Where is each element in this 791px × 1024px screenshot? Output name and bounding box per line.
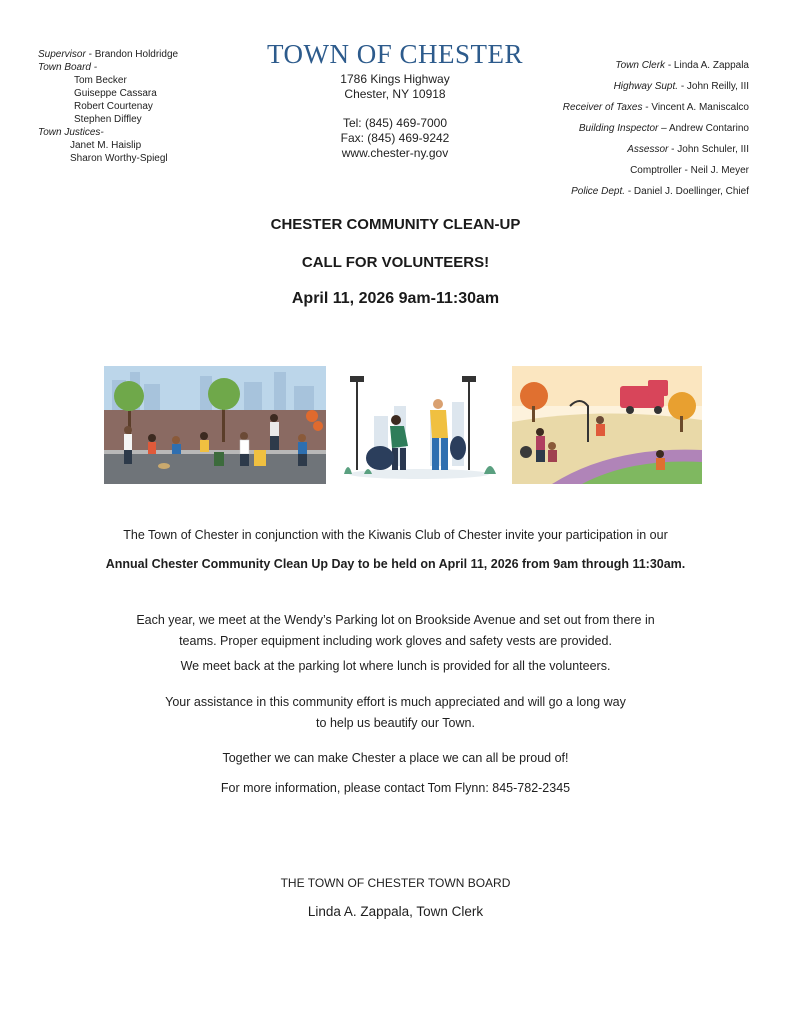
paragraph-line: teams. Proper equipment including work gloves and safety vests are provided.	[179, 634, 612, 648]
official-role: Receiver of Taxes	[562, 102, 643, 113]
address-line-2: Chester, NY 10918	[344, 87, 446, 101]
official-name: - Linda A. Zappala	[665, 60, 749, 71]
town-title: TOWN OF CHESTER	[266, 39, 523, 69]
paragraph-line: Each year, we meet at the Wendy’s Parking lot on Brookside Avenue and set out from there in	[136, 613, 655, 627]
official-entry	[489, 97, 749, 118]
meeting-location-paragraph	[60, 610, 731, 652]
official-role: Town Clerk	[615, 60, 666, 71]
official-name: - John Reilly, III	[678, 81, 749, 92]
official-role: Police Dept.	[571, 186, 626, 197]
board-member: Tom Becker	[74, 75, 127, 86]
town-board-label: Town Board -	[38, 62, 98, 73]
official-role: Assessor	[627, 144, 669, 155]
event-title: CHESTER COMMUNITY CLEAN-UP	[270, 216, 521, 233]
official-entry	[489, 160, 749, 181]
official-role: Building Inspector	[578, 123, 659, 134]
fax: Fax: (845) 469-9242	[340, 131, 450, 145]
officials-right-column	[489, 55, 749, 202]
official-entry	[489, 139, 749, 160]
official-entry	[489, 55, 749, 76]
official-name: – Andrew Contarino	[658, 123, 749, 134]
board-member: Stephen Diffley	[74, 114, 142, 125]
signature-clerk: Linda A. Zappala, Town Clerk	[307, 904, 484, 919]
official-name: Comptroller - Neil J. Meyer	[630, 165, 749, 176]
paragraph-line: Your assistance in this community effort is much appreciated and will go a long way	[165, 695, 626, 709]
signature-board: THE TOWN OF CHESTER TOWN BOARD	[280, 876, 511, 890]
event-date-time: April 11, 2026 9am-11:30am	[291, 290, 500, 307]
town-justices-label: Town Justices-	[38, 127, 104, 138]
intro-paragraph: The Town of Chester in conjunction with the Kiwanis Club of Chester invite your participation in our	[123, 528, 668, 542]
appreciation-paragraph	[60, 692, 731, 734]
official-name: - John Schuler, III	[668, 144, 749, 155]
official-name: - Vincent A. Maniscalco	[642, 102, 749, 113]
official-entry	[489, 118, 749, 139]
lunch-paragraph: We meet back at the parking lot where lunch is provided for all the volunteers.	[180, 659, 611, 673]
telephone: Tel: (845) 469-7000	[342, 116, 448, 130]
official-role: Highway Supt.	[613, 81, 679, 92]
volunteer-call: CALL FOR VOLUNTEERS!	[301, 254, 490, 271]
official-entry	[489, 181, 749, 202]
paragraph-line: to help us beautify our Town.	[316, 716, 475, 730]
official-entry	[489, 76, 749, 97]
supervisor-role: Supervisor	[38, 49, 86, 60]
board-member: Guiseppe Cassara	[74, 88, 157, 99]
board-member: Robert Courtenay	[74, 101, 153, 112]
street-cleanup-illustration	[104, 366, 326, 484]
justice-name: Janet M. Haislip	[70, 140, 142, 151]
volunteers-with-bags-illustration	[334, 366, 504, 484]
closing-paragraph: Together we can make Chester a place we can all be proud of!	[222, 751, 569, 765]
event-announcement: Annual Chester Community Clean Up Day to be held on April 11, 2026 from 9am through 11:30am.	[105, 557, 686, 571]
address-line-1: 1786 Kings Highway	[340, 72, 450, 86]
official-name: - Daniel J. Doellinger, Chief	[625, 186, 749, 197]
park-cleanup-illustration	[512, 366, 702, 484]
website-link[interactable]: www.chester-ny.gov	[341, 146, 449, 160]
supervisor-name: - Brandon Holdridge	[88, 49, 179, 60]
justice-name: Sharon Worthy-Spiegl	[70, 153, 168, 164]
contact-paragraph: For more information, please contact Tom Flynn: 845-782-2345	[220, 781, 571, 795]
officials-left-column	[38, 48, 248, 165]
